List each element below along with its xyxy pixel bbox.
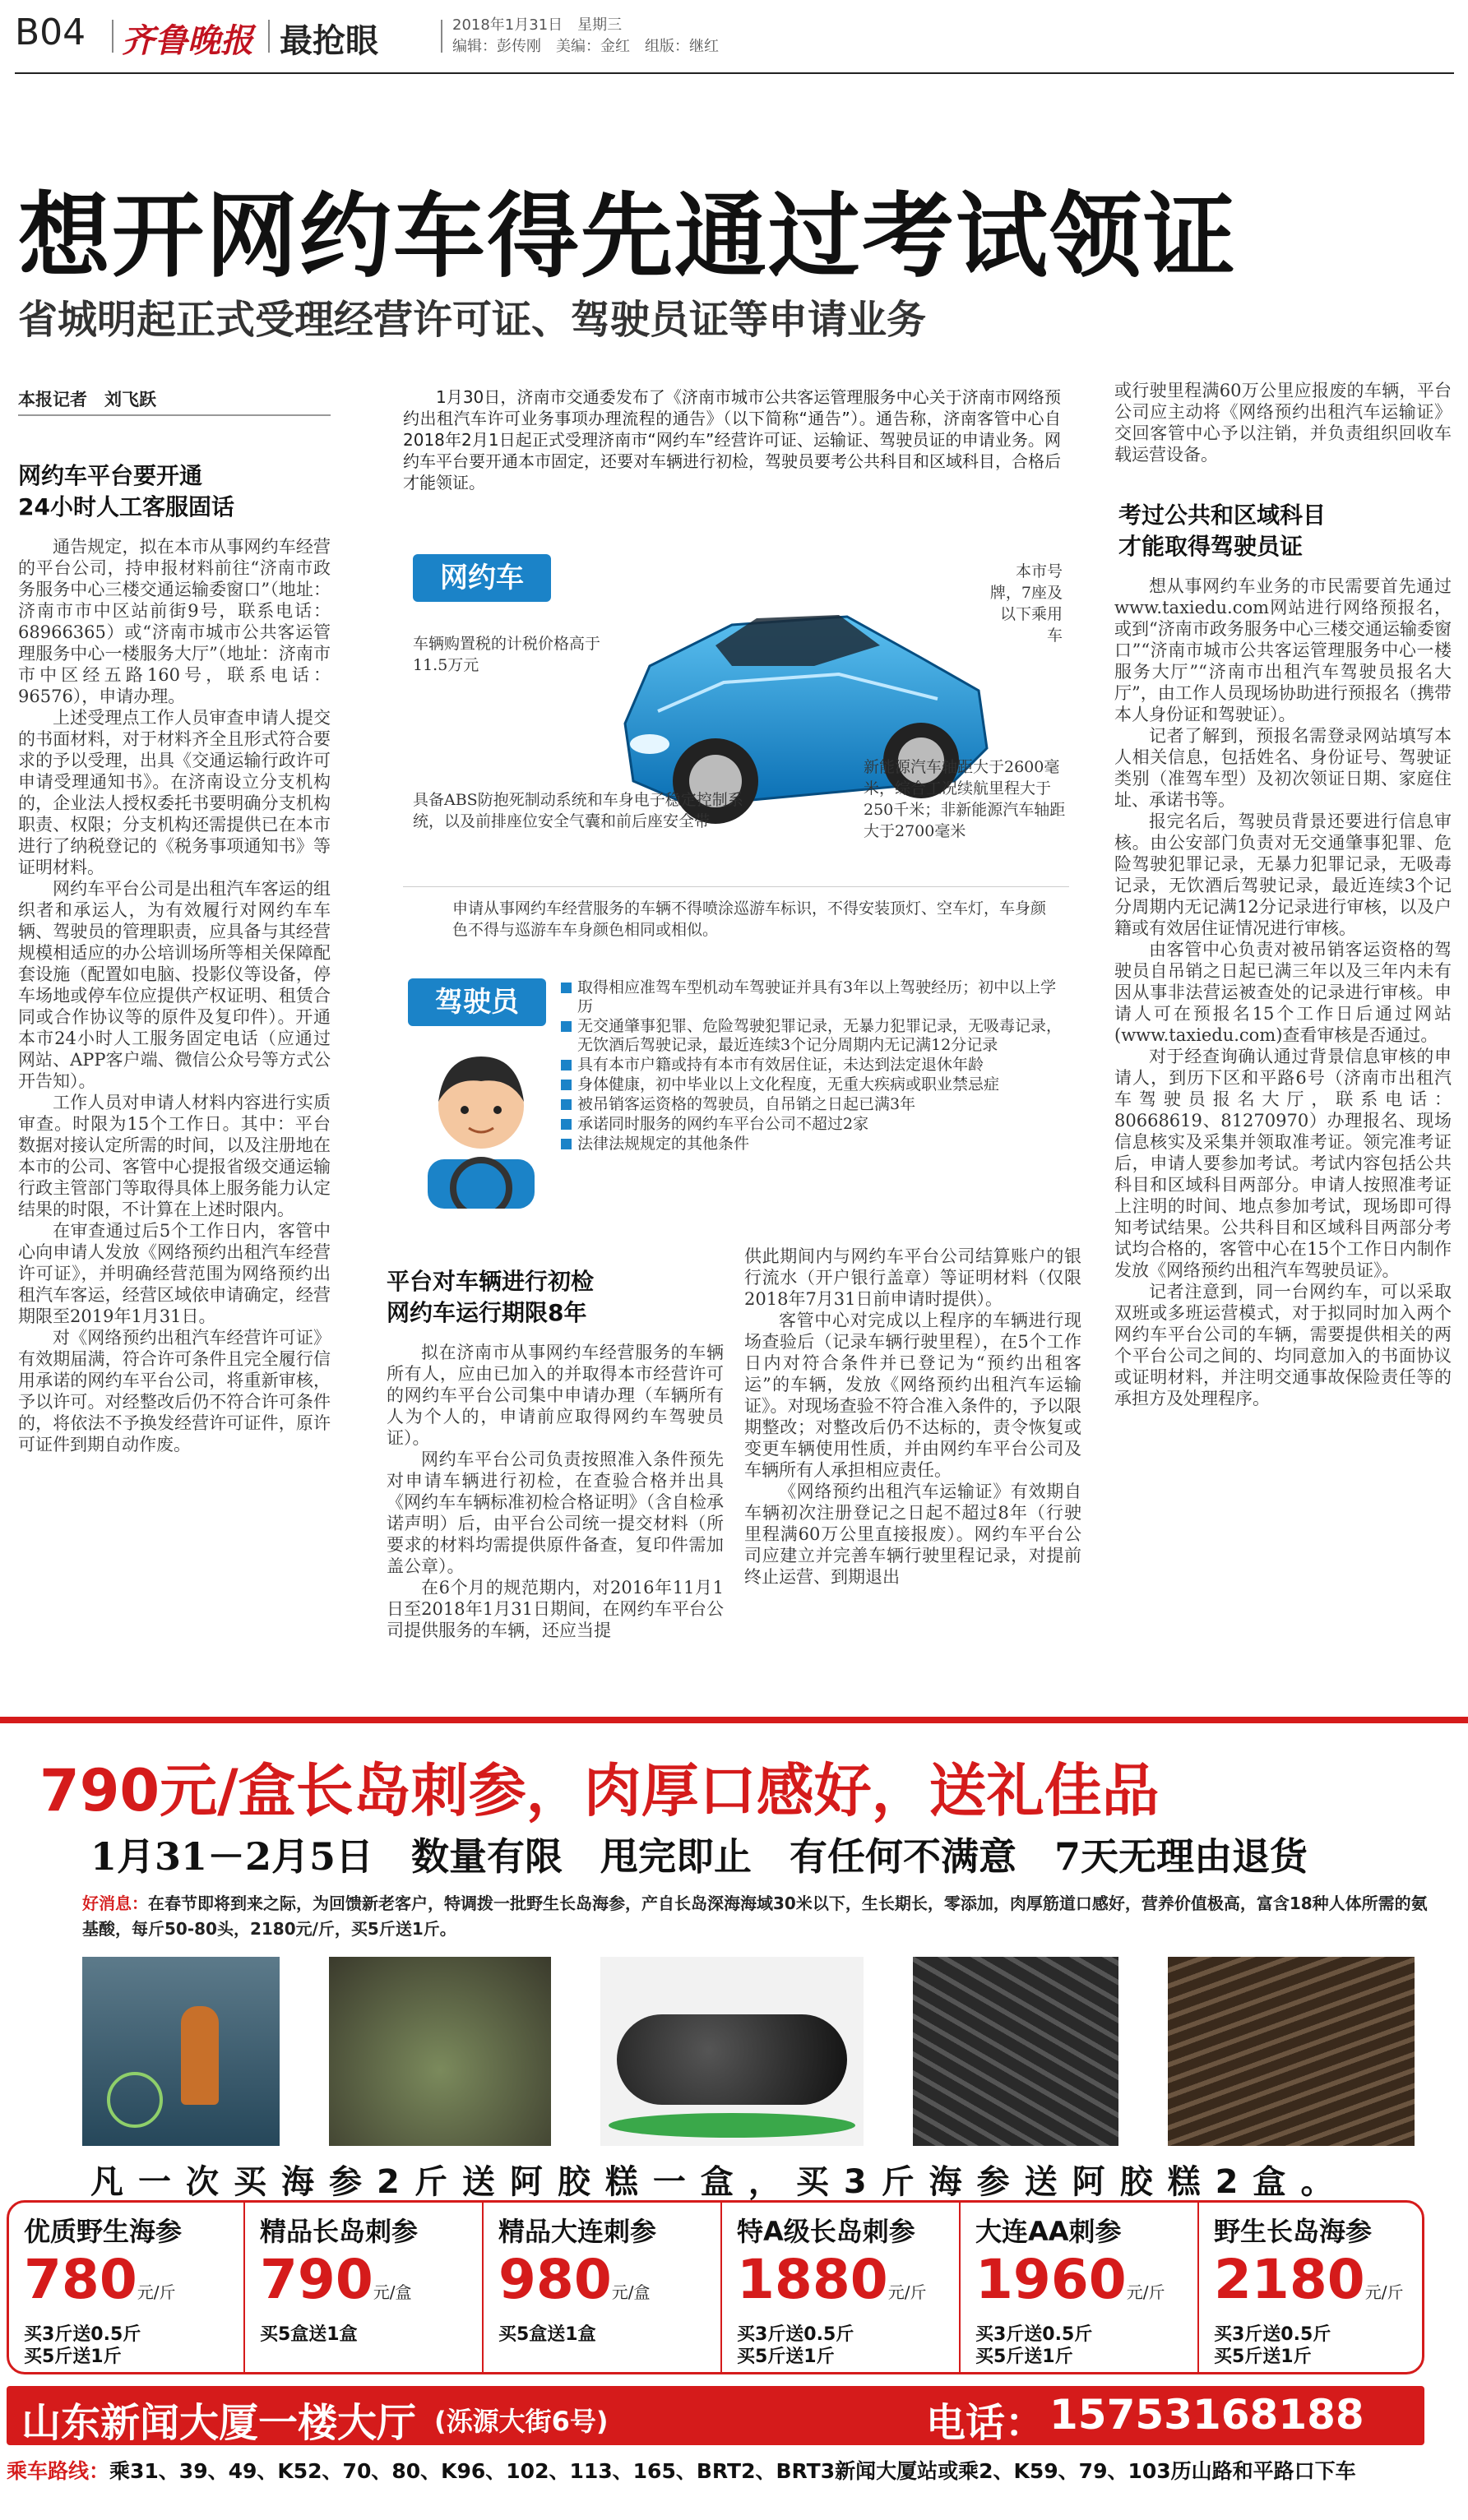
col4-body bbox=[1114, 576, 1452, 1679]
photo-fishing bbox=[82, 1957, 280, 2146]
car-infographic bbox=[403, 543, 1069, 954]
paragraph: 由客管中心负责对被吊销客运资格的驾驶员自吊销之日起已满三年以及三年内未有因从事非法营运被查处的记录进行审核。申请人可在预报名15个工作日后通过网站(www.taxiedu.com)查看审核是否通过。 bbox=[1114, 940, 1452, 1045]
ad-top-rule bbox=[0, 1717, 1468, 1723]
paragraph: 记者注意到，同一台网约车，可以采取双班或多班运营模式，对于拟同时加入两个网约车平台公司的车辆，需要提供相关的两个平台公司之间的、均同意加入的书面协议或证明材料，并注明交通事故保险责任等的承担方及处理程序。 bbox=[1114, 1282, 1452, 1408]
paragraph: 在审查通过后5个工作日内，客管中心向申请人发放《网络预约出租汽车经营许可证》，并明确经营范围为网络预约出租汽车客运，经营区域依申请确定，经营期限至2019年1月31日。 bbox=[18, 1221, 331, 1326]
paragraph: 《网络预约出租汽车运输证》有效期自车辆初次注册登记之日起不超过8年（行驶里程满60万公里直接报废）。网约车平台公司应建立并完善车辆行驶里程记录，对提前终止运营、到期退出 bbox=[744, 1482, 1081, 1587]
car-wheelbase-note: 新能源汽车轴距大于2600毫米，综合工况续航里程大于250千米；非新能源汽车轴距大于2700毫米 bbox=[864, 758, 1066, 840]
product-box bbox=[7, 2200, 1424, 2374]
editors-line: 编辑：彭传刚 美编：金红 组版：继红 bbox=[452, 38, 719, 55]
paragraph: 网约车平台公司是出租汽车客运的组织者和承运人，为有效履行对网约车车辆、驾驶员的管理职责，应具备与其经营规模相适应的办公培训场所等相关保障配套设施（配置如电脑、投影仪等设备，停车场地或停车位应提供产权证明、租赁合同或合作协议等的原件及复印件）。开通本市24小时人工服务固定电话（应通过网站、APP客户端、微信公众号等方式公开告知）。 bbox=[18, 879, 331, 1091]
list-item: 具有本市户籍或持有本市有效居住证，未达到法定退休年龄 bbox=[559, 1056, 1069, 1075]
product-card: 大连AA刺参 1960元/斤 买3斤送0.5斤 买5斤送1斤 bbox=[959, 2203, 1197, 2374]
car-note: 申请从事网约车经营服务的车辆不得喷涂巡游车标识，不得安装顶灯、空车灯，车身颜色不得与巡游车车身颜色相同或相似。 bbox=[452, 899, 1047, 939]
driver-illustration bbox=[411, 1036, 551, 1209]
masthead-divider bbox=[441, 20, 442, 53]
section-name: 最抢眼 bbox=[280, 22, 378, 60]
subheadline: 省城明起正式受理经营许可证、驾驶员证等申请业务 bbox=[18, 297, 927, 343]
paragraph: 想从事网约车业务的市民需要首先通过www.taxiedu.com网站进行网络预报名，或到“济南市政务服务中心三楼交通运输委窗口”“济南市城市公共客运管理服务中心一楼服务大厅”“济南市出租汽车驾驶员报名大厅”，由工作人员现场协助进行预报名（携带本人身份证和驾驶证）。 bbox=[1114, 576, 1452, 724]
masthead-divider bbox=[112, 20, 113, 53]
list-item: 被吊销客运资格的驾驶员，自吊销之日起已满3年 bbox=[559, 1095, 1069, 1114]
car-tag: 网约车 bbox=[413, 554, 551, 602]
col2-body bbox=[387, 1342, 724, 1679]
ad-promo: 凡一次买海参2斤送阿胶糕一盒，买3斤海参送阿胶糕2盒。 bbox=[90, 2163, 1349, 2201]
ad-address-note: (泺源大街6号) bbox=[434, 2406, 609, 2437]
column-rule bbox=[18, 414, 331, 416]
header-rule bbox=[15, 72, 1454, 74]
car-price-note: 车辆购置税的计税价格高于11.5万元 bbox=[413, 635, 601, 674]
paragraph: 记者了解到，预报名需登录网站填写本人相关信息，包括姓名、身份证号、驾驶证类别（准驾车型）及初次领证日期、家庭住址、承诺书等。 bbox=[1114, 726, 1452, 810]
col1-body bbox=[18, 536, 331, 1679]
paragraph: 报完名后，驾驶员背景还要进行信息审核。由公安部门负责对无交通肇事犯罪、危险驾驶犯罪记录，无暴力犯罪记录，无吸毒记录，无饮酒后驾驶记录，最近连续3个记分周期内无记满12分记录进行审核，以及户籍或有效居住证情况进行审核。 bbox=[1114, 811, 1452, 938]
infographic-divider bbox=[403, 886, 1069, 887]
product-card: 精品长岛刺参 790元/盒 买5盒送1盒 bbox=[243, 2203, 482, 2374]
col4-top: 或行驶里程满60万公里应报废的车辆，平台公司应主动将《网络预约出租汽车运输证》交回客管中心予以注销，并负责组织回收车载运营设备。 bbox=[1114, 381, 1452, 465]
product-card: 优质野生海参 780元/斤 买3斤送0.5斤 买5斤送1斤 bbox=[24, 2216, 183, 2367]
ad-address: 山东新闻大厦一楼大厅 bbox=[21, 2400, 417, 2446]
ad-phone: 15753168188 bbox=[1049, 2391, 1364, 2439]
car-seats-note: 本市号牌，7座及以下乘用车 bbox=[989, 562, 1063, 645]
masthead bbox=[15, 5, 1454, 66]
paragraph: 上述受理点工作人员审查申请人提交的书面材料，对于材料齐全且形式符合要求的予以受理，出具《交通运输行政许可申请受理通知书》。在济南设立分支机构的，企业法人授权委托书要明确分支机构职责、权限；分支机构还需提供已在本市进行了纳税登记的《税务事项通知书》等证明材料。 bbox=[18, 708, 331, 877]
col1-heading: 网约车平台要开通 24小时人工客服固话 bbox=[18, 462, 234, 520]
date-line: 2018年1月31日 星期三 bbox=[452, 16, 623, 34]
paragraph: 通告规定，拟在本市从事网约车经营的平台公司，持申报材料前往“济南市政务服务中心三楼交通运输委窗口”（地址：济南市市中区站前街9号，联系电话：68966365）或“济南市城市公共客运管理服务中心一楼服务大厅”（地址：济南市市中区经五路160号，联系电话：96576），申请办理。 bbox=[18, 537, 331, 706]
ad-news-label: 好消息： bbox=[82, 1893, 148, 1913]
car-safety-note: 具备ABS防抱死制动系统和车身电子稳定控制系统，以及前排座位安全气囊和前后座安全带 bbox=[413, 791, 743, 830]
page-number: B04 bbox=[15, 12, 86, 53]
photo-dried-2 bbox=[1168, 1957, 1415, 2146]
driver-tag: 驾驶员 bbox=[408, 978, 546, 1026]
photo-catch bbox=[329, 1957, 551, 2146]
paragraph: 拟在济南市从事网约车经营服务的车辆所有人，应由已加入的并取得本市经营许可的网约车平台公司集中申请办理（车辆所有人为个人的，申请前应取得网约车驾驶员证）。 bbox=[387, 1343, 724, 1448]
newspaper-logo: 齐鲁晚报 bbox=[122, 21, 253, 60]
product-card: 特A级长岛刺参 1880元/斤 买3斤送0.5斤 买5斤送1斤 bbox=[720, 2203, 959, 2374]
list-item: 无交通肇事犯罪、危险驾驶犯罪记录，无暴力犯罪记录，无吸毒记录，无饮酒后驾驶记录，最近连续3个记分周期内无记满12分记录 bbox=[559, 1017, 1069, 1055]
ad-route-label: 乘车路线： bbox=[7, 2459, 110, 2483]
lead-paragraph: 1月30日，济南市交通委发布了《济南市城市公共客运管理服务中心关于济南市网络预约出租汽车许可业务事项办理流程的通告》（以下简称“通告”）。通告称，济南客管中心自2018年2月1日起正式受理济南市“网约车”经营许可证、运输证、驾驶员证的申请业务。网约车平台要开通本市固定，还要对车辆进行初检，驾驶员要考公共科目和区域科目，合格后才能领证。 bbox=[403, 387, 1061, 492]
driver-requirements bbox=[559, 978, 1069, 1154]
photo-dried-1 bbox=[913, 1957, 1118, 2146]
list-item: 取得相应准驾车型机动车驾驶证并具有3年以上驾驶经历；初中以上学历 bbox=[559, 978, 1069, 1016]
paragraph: 供此期间内与网约车平台公司结算账户的银行流水（开户银行盖章）等证明材料（仅限2018年7月31日前申请时提供）。 bbox=[744, 1246, 1081, 1309]
col3-body bbox=[744, 1246, 1081, 1679]
list-item: 身体健康，初中毕业以上文化程度，无重大疾病或职业禁忌症 bbox=[559, 1075, 1069, 1094]
paragraph: 对《网络预约出租汽车经营许可证》有效期届满，符合许可条件且完全履行信用承诺的网约车平台公司，将重新审核，予以许可。对经整改后仍不符合许可条件的，将依法不予换发经营许可证件，原许可证件到期自动作废。 bbox=[18, 1328, 331, 1454]
ad-dates: 1月31－2月5日 数量有限 甩完即止 有任何不满意 7天无理由退货 bbox=[90, 1834, 1308, 1879]
masthead-divider bbox=[268, 20, 270, 53]
paragraph: 工作人员对申请人材料内容进行实质审查。时限为15个工作日。其中：平台数据对接认定所需的时间，以及注册地在本市的公司、客管中心提报省级交通运输行政主管部门等取得具体上服务能力认定结果的时限，不计算在上述时限内。 bbox=[18, 1093, 331, 1219]
ad-phone-label: 电话： bbox=[926, 2400, 1045, 2446]
list-item: 法律法规规定的其他条件 bbox=[559, 1135, 1069, 1154]
list-item: 承诺同时服务的网约车平台公司不超过2家 bbox=[559, 1115, 1069, 1134]
paragraph: 网约车平台公司负责按照准入条件预先对申请车辆进行初检，在查验合格并出具《网约车车辆标准初检合格证明》（含自检承诺声明）后，由平台公司统一提交材料（所要求的材料均需提供原件备查，复印件需加盖公章）。 bbox=[387, 1450, 724, 1576]
col4-heading: 考过公共和区域科目 才能取得驾驶员证 bbox=[1118, 502, 1327, 560]
product-card: 野生长岛海参 2180元/斤 买3斤送0.5斤 买5斤送1斤 bbox=[1197, 2203, 1424, 2374]
byline: 本报记者 刘飞跃 bbox=[18, 390, 156, 409]
photo-sea-cucumber bbox=[600, 1957, 864, 2146]
paragraph: 对于经查询确认通过背景信息审核的申请人，到历下区和平路6号（济南市出租汽车驾驶员报名大厅，联系电话：80668619、81270970）办理报名、现场信息核实及采集并领取准考证。领完准考证后，申请人要参加考试。考试内容包括公共科目和区域科目两部分。申请人按照准考证上注明的时间、地点参加考试，现场即可得知考试结果。公共科目和区域科目两部分考试均合格的，客管中心在15个工作日内制作发放《网络预约出租汽车驾驶员证》。 bbox=[1114, 1047, 1452, 1280]
ad-address-bar bbox=[7, 2386, 1424, 2445]
col2-heading: 平台对车辆进行初检 网约车运行期限8年 bbox=[387, 1268, 595, 1326]
ad-news: 好消息：在春节即将到来之际，为回馈新老客户，特调拨一批野生长岛海参，产自长岛深海海域30米以下，生长期长，零添加，肉厚筋道口感好，营养价值极高，富含18种人体所需的氨基酸，每斤50-80头，2180元/斤，买5斤送1斤。 bbox=[82, 1893, 1428, 1939]
ad-title: 790元/盒长岛刺参，肉厚口感好，送礼佳品 bbox=[39, 1757, 1160, 1824]
paragraph: 在6个月的规范期内，对2016年11月1日至2018年1月31日期间，在网约车平台公司提供服务的车辆，还应当提 bbox=[387, 1578, 724, 1640]
ad-photos bbox=[82, 1957, 1415, 2146]
paragraph: 客管中心对完成以上程序的车辆进行现场查验后（记录车辆行驶里程），在5个工作日内对符合条件并已登记为“预约出租客运”的车辆，发放《网络预约出租汽车运输证》。对现场查验不符合准入条件的，予以限期整改；对整改后仍不达标的，责令恢复或变更车辆使用性质，并由网约车平台公司及车辆所有人承担相应责任。 bbox=[744, 1311, 1081, 1480]
product-card: 精品大连刺参 980元/盒 买5盒送1盒 bbox=[482, 2203, 720, 2374]
ad-route: 乘车路线：乘31、39、49、K52、70、80、K96、102、113、165、BRT2、BRT3新闻大厦站或乘2、K59、79、103历山路和平路口下车 bbox=[7, 2459, 1356, 2483]
headline: 想开网约车得先通过考试领证 bbox=[18, 183, 1237, 290]
